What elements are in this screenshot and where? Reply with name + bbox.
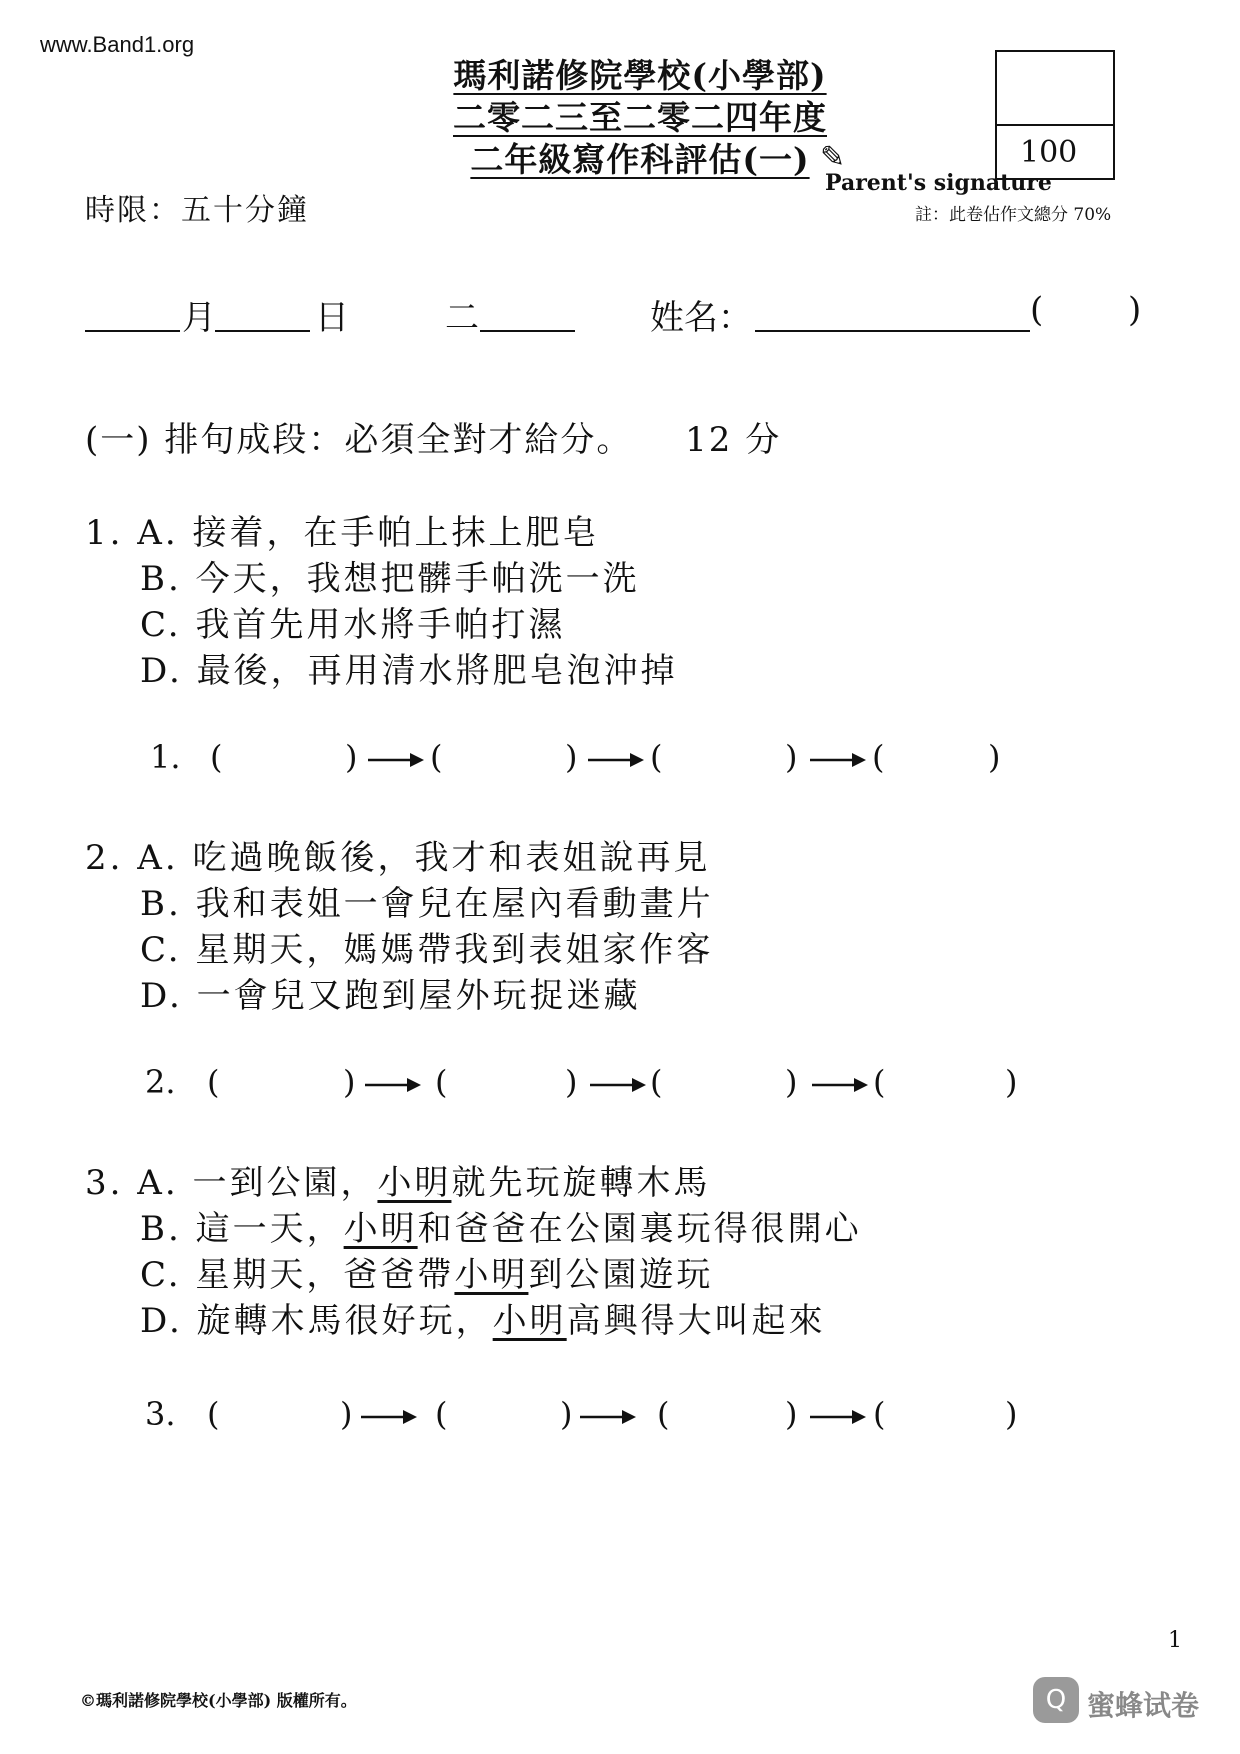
q1-option-b — [140, 551, 640, 600]
close-paren: ) — [345, 738, 358, 776]
open-paren: ( — [872, 738, 885, 776]
arrow-right-icon — [580, 1407, 636, 1427]
option-letter: B. — [140, 884, 182, 924]
open-paren: ( — [657, 1395, 670, 1433]
option-letter: A. — [137, 1163, 179, 1203]
section-title — [85, 412, 781, 461]
school-name: 瑪利諾修院學校(小學部) — [453, 56, 827, 95]
open-paren: ( — [435, 1395, 448, 1433]
score-divider — [995, 124, 1115, 126]
sentence-a-start: 一到公園， — [192, 1163, 378, 1203]
q3-option-b — [140, 1201, 862, 1250]
answer-number: 1. — [150, 738, 181, 776]
copyright-notice: ©瑪利諾修院學校(小學部) 版權所有。 — [80, 1691, 357, 1710]
sentence-b-end: 和爸爸在公園裏玩得很開心 — [417, 1209, 862, 1249]
question-number: 2. — [85, 838, 124, 878]
question-1 — [85, 505, 599, 554]
close-paren: ) — [785, 1063, 798, 1101]
close-paren: ) — [1005, 1395, 1018, 1433]
name-label: 姓名： — [650, 298, 752, 338]
answer-slot-4[interactable] — [915, 1063, 985, 1103]
answer-slot-4[interactable] — [915, 1395, 985, 1435]
name-blank[interactable] — [755, 330, 1030, 332]
open-paren: ( — [207, 1063, 220, 1101]
website-url: www.Band1.org — [40, 32, 195, 57]
q1-option-d — [140, 643, 678, 692]
arrow-right-icon — [810, 1407, 866, 1427]
close-paren: ) — [565, 1063, 578, 1101]
total-score: 100 — [1020, 135, 1078, 170]
open-paren: ( — [650, 738, 663, 776]
sentence-c-start: 星期天，爸爸帶 — [195, 1255, 455, 1295]
arrow-right-icon — [361, 1407, 417, 1427]
question-3 — [85, 1155, 710, 1204]
answer-slot-4[interactable] — [910, 738, 980, 778]
page-number: 1 — [1168, 1628, 1182, 1653]
watermark-text: 蜜蜂试卷 — [1087, 1689, 1200, 1722]
school-year: 二零二三至二零二四年度 — [453, 98, 827, 137]
open-paren: ( — [430, 738, 443, 776]
close-paren: ) — [340, 1395, 353, 1433]
class-number-open-paren: ( — [1030, 290, 1044, 330]
open-paren: ( — [873, 1395, 886, 1433]
option-letter: C. — [140, 930, 182, 970]
answer-line-2 — [145, 1063, 1025, 1107]
sentence-d-start: 旋轉木馬很好玩， — [196, 1301, 493, 1341]
section-marks: 12 分 — [685, 420, 782, 460]
month-label: 月 — [182, 298, 216, 338]
sentence-c: 我首先用水將手帕打濕 — [195, 605, 566, 645]
class-number-close-paren: ) — [1128, 290, 1142, 330]
sentence-d: 一會兒又跑到屋外玩捉迷藏 — [196, 976, 641, 1016]
close-paren: ) — [1005, 1063, 1018, 1101]
q2-option-b — [140, 876, 714, 925]
sentence-a: 吃過晚飯後，我才和表姐說再見 — [192, 838, 711, 878]
answer-line-1 — [150, 738, 1010, 782]
weight-note: 註：此卷佔作文總分 70% — [915, 205, 1112, 225]
answer-slot-2[interactable] — [470, 738, 540, 778]
arrow-right-icon — [810, 750, 866, 770]
q3-option-c — [140, 1247, 713, 1296]
pencil-signature-icon: ✎ — [820, 140, 846, 175]
option-letter: D. — [140, 1301, 183, 1341]
sentence-b: 我和表姐一會兒在屋內看動畫片 — [195, 884, 714, 924]
open-paren: ( — [650, 1063, 663, 1101]
proper-name: 小明 — [377, 1163, 452, 1203]
option-letter: C. — [140, 605, 182, 645]
answer-slot-3[interactable] — [690, 1063, 760, 1103]
q1-option-c — [140, 597, 565, 646]
close-paren: ) — [785, 738, 798, 776]
arrow-right-icon — [590, 1075, 646, 1095]
proper-name: 小明 — [343, 1209, 418, 1249]
answer-slot-1[interactable] — [255, 738, 325, 778]
answer-slot-3[interactable] — [695, 1395, 765, 1435]
arrow-right-icon — [812, 1075, 868, 1095]
answer-slot-1[interactable] — [250, 1063, 320, 1103]
question-number: 1. — [85, 513, 124, 553]
close-paren: ) — [785, 1395, 798, 1433]
question-number: 3. — [85, 1163, 124, 1203]
sentence-d: 最後，再用清水將肥皂泡沖掉 — [196, 651, 678, 691]
assessment-title: 二年級寫作科評估(一) — [470, 140, 810, 179]
close-paren: ) — [565, 738, 578, 776]
option-letter: D. — [140, 651, 183, 691]
proper-name: 小明 — [492, 1301, 567, 1341]
arrow-right-icon — [368, 750, 424, 770]
time-limit: 時限：五十分鐘 — [85, 193, 309, 228]
option-letter: B. — [140, 559, 182, 599]
proper-name: 小明 — [454, 1255, 529, 1295]
open-paren: ( — [207, 1395, 220, 1433]
sentence-c-end: 到公園遊玩 — [528, 1255, 714, 1295]
day-blank[interactable] — [215, 330, 310, 332]
answer-slot-2[interactable] — [470, 1395, 540, 1435]
parent-signature-label: Parent's signature — [825, 170, 1052, 196]
sentence-b: 今天，我想把髒手帕洗一洗 — [195, 559, 640, 599]
option-letter: C. — [140, 1255, 182, 1295]
question-2 — [85, 830, 710, 879]
open-paren: ( — [873, 1063, 886, 1101]
section-instructions: (一) 排句成段：必須全對才給分。 — [85, 420, 633, 460]
open-paren: ( — [435, 1063, 448, 1101]
answer-slot-1[interactable] — [250, 1395, 320, 1435]
q2-option-d — [140, 968, 641, 1017]
watermark-logo-icon: Q — [1033, 1677, 1079, 1723]
q3-option-d — [140, 1293, 826, 1342]
answer-number: 3. — [145, 1395, 176, 1433]
sentence-c: 星期天，媽媽帶我到表姐家作客 — [195, 930, 714, 970]
arrow-right-icon — [365, 1075, 421, 1095]
answer-slot-2[interactable] — [470, 1063, 540, 1103]
sentence-a: 接着，在手帕上抹上肥皂 — [192, 513, 600, 553]
option-letter: B. — [140, 1209, 182, 1249]
sentence-d-end: 高興得大叫起來 — [566, 1301, 826, 1341]
class-blank[interactable] — [480, 330, 575, 332]
close-paren: ) — [988, 738, 1001, 776]
class-label: 二 — [445, 298, 479, 338]
answer-number: 2. — [145, 1063, 176, 1101]
option-letter: A. — [137, 513, 179, 553]
sentence-b-start: 這一天， — [195, 1209, 344, 1249]
answer-slot-3[interactable] — [690, 738, 760, 778]
answer-line-3 — [145, 1395, 1025, 1439]
arrow-right-icon — [588, 750, 644, 770]
q2-option-c — [140, 922, 713, 971]
month-blank[interactable] — [85, 330, 180, 332]
close-paren: ) — [343, 1063, 356, 1101]
open-paren: ( — [210, 738, 223, 776]
day-label: 日 — [315, 298, 349, 338]
sentence-a-end: 就先玩旋轉木馬 — [451, 1163, 711, 1203]
option-letter: A. — [137, 838, 179, 878]
option-letter: D. — [140, 976, 183, 1016]
close-paren: ) — [560, 1395, 573, 1433]
